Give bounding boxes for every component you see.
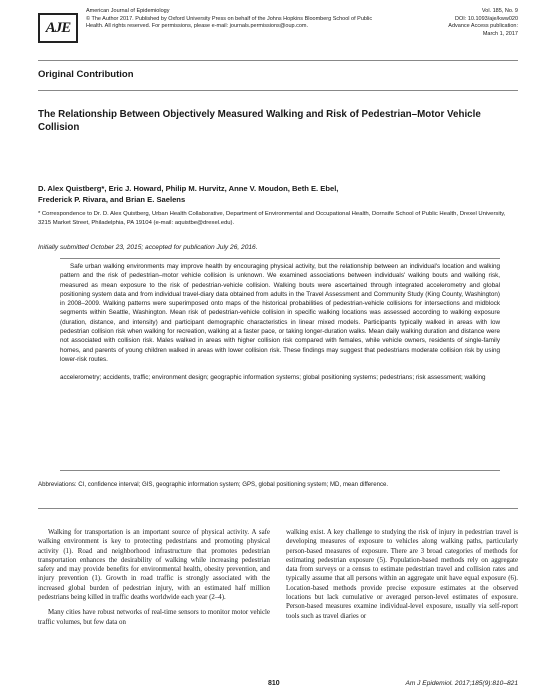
header-divider (38, 60, 518, 61)
body-divider (38, 508, 518, 509)
journal-citation: Am J Epidemiol. 2017;185(9):810–821 (405, 680, 518, 687)
body-column-left (38, 528, 270, 633)
doi: DOI: 10.1093/aje/kww020 (455, 15, 518, 22)
publication-date: March 1, 2017 (482, 30, 518, 37)
advance-access-label: Advance Access publication: (448, 23, 518, 30)
abbreviations: Abbreviations: CI, confidence interval; GIS, geographic information system; GPS, global positioning system; MD, mean difference. (38, 481, 389, 488)
journal-name: American Journal of Epidemiology (86, 8, 170, 14)
body-paragraph: walking exist. A key challenge to studying the risk of injury in pedestrian travel is developing measures of exposure to vehicles along walking paths, particularly person-based measures of exposure. There are 3 broad categories of methods for estimating pedestrian exposure (5). Population-based methods rely on aggregate data from surveys or a census to estimate pedestrian travel and collision rates and typically assume that all persons within an aggregate unit have equal exposure (6). Location-based methods provide precise exposure estimates at the observed locations but lack cumulative or averaged person-level estimates of exposure. Person-based measures examine individual-level exposure, usually via self-report tools such as travel diaries or (286, 529, 518, 620)
keywords: accelerometry; accidents, traffic; environment design; geographic information systems; global positioning systems; pedestrians; risk assessment; walking (60, 374, 486, 382)
submission-dates: Initially submitted October 23, 2015; accepted for publication July 26, 2016. (38, 244, 258, 251)
abstract-bottom-rule (60, 470, 500, 471)
abstract-text: Safe urban walking environments may improve health by encouraging physical activity, but the relationship between an individual's location and walking pattern and the risk of pedestrian–motor vehicle collision is unknown. We examined associations between individuals' walking bouts and walking risk, measured as mean exposure to the risk of pedestrian-vehicle collision. Walking bouts were ascertained through integrated accelerometry and global positioning system data and from individual travel-diary data obtained from adults in the Travel Assessment and Community Study (King County, Washington) in 2008–2009. Walking patterns were superimposed onto maps of the historical probabilities of pedestrian-vehicle collisions for intersections and midblock segments within Seattle, Washington. Mean risk of pedestrian-vehicle collision in specific walking locations was assessed according to walking exposure (duration, distance, and intensity) and participant demographic characteristics in linear mixed models. Participants typically walked in areas with low pedestrian collision risk when walking for recreation, walking at a faster pace, or taking longer-duration walks. Mean daily walking duration and distance were not associated with collision risk. Males walked in areas with higher collision risk compared with females, while vehicle owners, residents of single-family homes, and parents of young children walked in areas with lower collision risk. These findings may suggest that pedestrians moderate collision risk by using lower-risk routes. (60, 263, 500, 363)
body-paragraph: Walking for transportation is an important source of physical activity. A safe walking environment is key to protecting pedestrians and promoting physical activity (1). Road and neighborhood infrastructure that promotes pedestrian transportation enhances the desirability of walking while increasing pedestrian safety and may provide benefits for environmental health, obesity prevention, and injury prevention (1). Growth in road traffic is strongly associated with the increased global burden of pedestrian injury, with an estimated half million pedestrians being killed in traffic deaths worldwide each year (2–4). (38, 529, 270, 602)
article-title: The Relationship Between Objectively Measured Walking and Risk of Pedestrian–Motor Vehicle Collision (38, 109, 481, 133)
authors-line-2: Frederick P. Rivara, and Brian E. Saelens (38, 195, 186, 204)
section-divider (38, 90, 518, 91)
correspondence-note: * Correspondence to Dr. D. Alex Quistberg, Urban Health Collaborative, Department of Environmental and Occupational Health, Dornsife School of Public Health, Drexel University, 3215 Market Street, Philadelphia, PA 19104 (e-mail: aquistbe@drexel.edu). (38, 211, 506, 226)
logo-text: AJE (45, 19, 71, 36)
journal-header (38, 8, 518, 56)
article-type: Original Contribution (38, 69, 134, 80)
authors-line-1: D. Alex Quistberg*, Eric J. Howard, Philip M. Hurvitz, Anne V. Moudon, Beth E. Ebel, (38, 184, 339, 193)
page-number: 810 (268, 680, 280, 687)
permissions-line: Health. All rights reserved. For permissions, please e-mail: journals.permissions@oup.com. (86, 23, 309, 30)
author-list (38, 183, 518, 205)
header-publisher-info (86, 8, 386, 31)
abstract-block (60, 262, 500, 392)
abstract-top-rule (60, 258, 500, 259)
body-column-right (286, 528, 518, 627)
journal-logo (38, 13, 78, 43)
body-paragraph: Many cities have robust networks of real-time sensors to monitor motor vehicle traffic volumes, but few data on (38, 609, 270, 626)
copyright-line: © The Author 2017. Published by Oxford University Press on behalf of the Johns Hopkins Bloomberg School of Public (86, 15, 373, 22)
header-issue-info (378, 8, 518, 38)
volume-issue: Vol. 185, No. 9 (481, 8, 518, 14)
